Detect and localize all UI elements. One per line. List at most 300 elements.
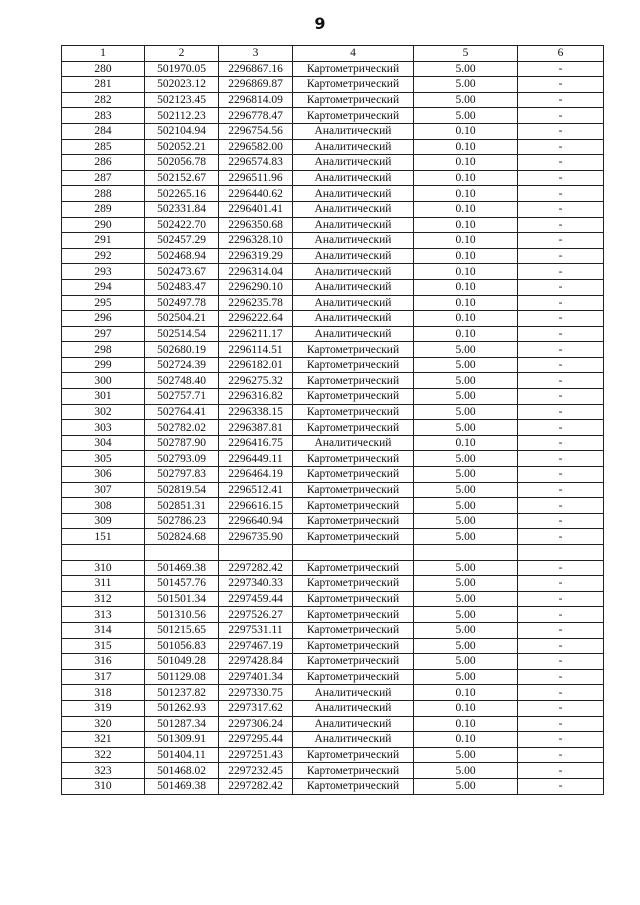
method-cell: Картометрический [293, 357, 414, 373]
x-coordinate-cell: 502514.54 [145, 326, 219, 342]
x-coordinate-cell: 501056.83 [145, 638, 219, 654]
point-number-cell: 315 [62, 638, 145, 654]
table-row [62, 560, 604, 576]
table-row [62, 778, 604, 794]
y-coordinate-cell: 2296211.17 [219, 326, 293, 342]
y-coordinate-cell: 2296416.75 [219, 435, 293, 451]
x-coordinate-cell: 501262.93 [145, 700, 219, 716]
y-coordinate-cell [219, 545, 293, 561]
table-row [62, 654, 604, 670]
y-coordinate-cell: 2296449.11 [219, 451, 293, 467]
x-coordinate-cell: 502819.54 [145, 482, 219, 498]
note-cell: - [518, 61, 604, 77]
table-row [62, 389, 604, 405]
accuracy-cell: 0.10 [414, 264, 518, 280]
note-cell: - [518, 732, 604, 748]
method-cell: Аналитический [293, 732, 414, 748]
point-number-cell: 311 [62, 576, 145, 592]
table-row [62, 607, 604, 623]
x-coordinate-cell: 502748.40 [145, 373, 219, 389]
point-number-cell: 297 [62, 326, 145, 342]
method-cell: Аналитический [293, 170, 414, 186]
point-number-cell: 323 [62, 763, 145, 779]
x-coordinate-cell: 502473.67 [145, 264, 219, 280]
table-row [62, 451, 604, 467]
method-cell: Аналитический [293, 186, 414, 202]
column-header: 1 [62, 46, 145, 62]
method-cell: Картометрический [293, 513, 414, 529]
note-cell: - [518, 201, 604, 217]
note-cell: - [518, 389, 604, 405]
y-coordinate-cell: 2296338.15 [219, 404, 293, 420]
x-coordinate-cell: 502112.23 [145, 108, 219, 124]
table-row [62, 108, 604, 124]
table-row [62, 77, 604, 93]
accuracy-cell: 5.00 [414, 342, 518, 358]
method-cell: Картометрический [293, 747, 414, 763]
x-coordinate-cell: 501970.05 [145, 61, 219, 77]
accuracy-cell: 0.10 [414, 295, 518, 311]
accuracy-cell: 5.00 [414, 357, 518, 373]
y-coordinate-cell: 2296512.41 [219, 482, 293, 498]
method-cell: Аналитический [293, 248, 414, 264]
note-cell: - [518, 170, 604, 186]
coordinates-table [61, 45, 604, 795]
note-cell: - [518, 186, 604, 202]
note-cell: - [518, 77, 604, 93]
note-cell: - [518, 638, 604, 654]
method-cell: Аналитический [293, 155, 414, 171]
x-coordinate-cell: 501237.82 [145, 685, 219, 701]
table-row [62, 357, 604, 373]
y-coordinate-cell: 2296778.47 [219, 108, 293, 124]
x-coordinate-cell: 501215.65 [145, 622, 219, 638]
y-coordinate-cell: 2296290.10 [219, 279, 293, 295]
method-cell: Картометрический [293, 763, 414, 779]
x-coordinate-cell: 502123.45 [145, 92, 219, 108]
note-cell: - [518, 560, 604, 576]
accuracy-cell: 5.00 [414, 404, 518, 420]
note-cell: - [518, 264, 604, 280]
point-number-cell: 283 [62, 108, 145, 124]
note-cell: - [518, 778, 604, 794]
accuracy-cell: 0.10 [414, 700, 518, 716]
table-row [62, 622, 604, 638]
x-coordinate-cell: 501457.76 [145, 576, 219, 592]
note-cell: - [518, 233, 604, 249]
table-row [62, 233, 604, 249]
accuracy-cell: 5.00 [414, 498, 518, 514]
table-row [62, 638, 604, 654]
y-coordinate-cell: 2297295.44 [219, 732, 293, 748]
point-number-cell: 309 [62, 513, 145, 529]
x-coordinate-cell: 501287.34 [145, 716, 219, 732]
y-coordinate-cell: 2297467.19 [219, 638, 293, 654]
point-number-cell: 298 [62, 342, 145, 358]
y-coordinate-cell: 2296182.01 [219, 357, 293, 373]
method-cell: Картометрический [293, 669, 414, 685]
accuracy-cell: 0.10 [414, 732, 518, 748]
point-number-cell: 321 [62, 732, 145, 748]
point-number-cell: 316 [62, 654, 145, 670]
method-cell: Картометрический [293, 342, 414, 358]
method-cell: Картометрический [293, 389, 414, 405]
method-cell: Картометрический [293, 591, 414, 607]
method-cell: Аналитический [293, 233, 414, 249]
x-coordinate-cell: 501469.38 [145, 560, 219, 576]
y-coordinate-cell: 2296316.82 [219, 389, 293, 405]
point-number-cell: 295 [62, 295, 145, 311]
accuracy-cell: 5.00 [414, 420, 518, 436]
x-coordinate-cell: 502824.68 [145, 529, 219, 545]
column-header: 4 [293, 46, 414, 62]
accuracy-cell: 0.10 [414, 435, 518, 451]
point-number-cell: 314 [62, 622, 145, 638]
point-number-cell: 290 [62, 217, 145, 233]
x-coordinate-cell: 501129.08 [145, 669, 219, 685]
table-row [62, 123, 604, 139]
x-coordinate-cell: 502793.09 [145, 451, 219, 467]
note-cell: - [518, 591, 604, 607]
method-cell: Картометрический [293, 404, 414, 420]
note-cell: - [518, 576, 604, 592]
method-cell: Картометрический [293, 576, 414, 592]
accuracy-cell: 5.00 [414, 467, 518, 483]
x-coordinate-cell: 502787.90 [145, 435, 219, 451]
note-cell: - [518, 108, 604, 124]
table-row [62, 498, 604, 514]
accuracy-cell: 5.00 [414, 108, 518, 124]
method-cell: Картометрический [293, 77, 414, 93]
point-number-cell: 288 [62, 186, 145, 202]
y-coordinate-cell: 2296464.19 [219, 467, 293, 483]
accuracy-cell: 5.00 [414, 92, 518, 108]
accuracy-cell: 0.10 [414, 139, 518, 155]
accuracy-cell: 5.00 [414, 529, 518, 545]
y-coordinate-cell: 2297531.11 [219, 622, 293, 638]
note-cell: - [518, 654, 604, 670]
accuracy-cell [414, 545, 518, 561]
x-coordinate-cell: 502056.78 [145, 155, 219, 171]
table-row [62, 529, 604, 545]
y-coordinate-cell: 2296754.56 [219, 123, 293, 139]
table-row [62, 326, 604, 342]
x-coordinate-cell: 502851.31 [145, 498, 219, 514]
x-coordinate-cell: 502757.71 [145, 389, 219, 405]
table-row [62, 264, 604, 280]
method-cell: Аналитический [293, 685, 414, 701]
y-coordinate-cell: 2297282.42 [219, 778, 293, 794]
note-cell: - [518, 420, 604, 436]
x-coordinate-cell: 502468.94 [145, 248, 219, 264]
y-coordinate-cell: 2296735.90 [219, 529, 293, 545]
table-body [62, 61, 604, 794]
table-row [62, 139, 604, 155]
note-cell: - [518, 279, 604, 295]
table-header [62, 46, 604, 62]
table-row [62, 311, 604, 327]
method-cell: Картометрический [293, 108, 414, 124]
accuracy-cell: 0.10 [414, 186, 518, 202]
note-cell: - [518, 311, 604, 327]
table-row [62, 217, 604, 233]
accuracy-cell: 0.10 [414, 326, 518, 342]
y-coordinate-cell: 2296867.16 [219, 61, 293, 77]
accuracy-cell: 5.00 [414, 747, 518, 763]
accuracy-cell: 5.00 [414, 669, 518, 685]
method-cell: Картометрический [293, 498, 414, 514]
table-row [62, 482, 604, 498]
note-cell: - [518, 139, 604, 155]
y-coordinate-cell: 2296275.32 [219, 373, 293, 389]
y-coordinate-cell: 2296387.81 [219, 420, 293, 436]
accuracy-cell: 0.10 [414, 248, 518, 264]
table-row [62, 732, 604, 748]
note-cell: - [518, 513, 604, 529]
method-cell: Картометрический [293, 373, 414, 389]
x-coordinate-cell: 502331.84 [145, 201, 219, 217]
x-coordinate-cell: 501468.02 [145, 763, 219, 779]
column-header: 2 [145, 46, 219, 62]
point-number-cell: 301 [62, 389, 145, 405]
table-row [62, 201, 604, 217]
y-coordinate-cell: 2296640.94 [219, 513, 293, 529]
table-row [62, 435, 604, 451]
x-coordinate-cell: 502265.16 [145, 186, 219, 202]
method-cell: Аналитический [293, 435, 414, 451]
note-cell: - [518, 342, 604, 358]
method-cell: Картометрический [293, 482, 414, 498]
accuracy-cell: 5.00 [414, 513, 518, 529]
note-cell: - [518, 326, 604, 342]
y-coordinate-cell: 2297459.44 [219, 591, 293, 607]
note-cell: - [518, 669, 604, 685]
method-cell: Аналитический [293, 264, 414, 280]
point-number-cell: 299 [62, 357, 145, 373]
x-coordinate-cell: 502483.47 [145, 279, 219, 295]
method-cell: Аналитический [293, 326, 414, 342]
method-cell: Аналитический [293, 716, 414, 732]
y-coordinate-cell: 2296114.51 [219, 342, 293, 358]
point-number-cell: 312 [62, 591, 145, 607]
method-cell: Аналитический [293, 123, 414, 139]
accuracy-cell: 5.00 [414, 778, 518, 794]
accuracy-cell: 5.00 [414, 560, 518, 576]
point-number-cell: 304 [62, 435, 145, 451]
method-cell: Аналитический [293, 311, 414, 327]
point-number-cell: 296 [62, 311, 145, 327]
note-cell: - [518, 716, 604, 732]
x-coordinate-cell: 502052.21 [145, 139, 219, 155]
accuracy-cell: 5.00 [414, 373, 518, 389]
accuracy-cell: 5.00 [414, 638, 518, 654]
method-cell: Картометрический [293, 638, 414, 654]
table-row [62, 763, 604, 779]
method-cell: Картометрический [293, 61, 414, 77]
accuracy-cell: 5.00 [414, 576, 518, 592]
accuracy-cell: 0.10 [414, 155, 518, 171]
y-coordinate-cell: 2297526.27 [219, 607, 293, 623]
point-number-cell: 305 [62, 451, 145, 467]
note-cell: - [518, 373, 604, 389]
page-number: 9 [314, 14, 326, 33]
x-coordinate-cell: 502497.78 [145, 295, 219, 311]
accuracy-cell: 5.00 [414, 654, 518, 670]
y-coordinate-cell: 2296511.96 [219, 170, 293, 186]
point-number-cell: 310 [62, 560, 145, 576]
accuracy-cell: 0.10 [414, 233, 518, 249]
point-number-cell: 286 [62, 155, 145, 171]
table-row [62, 513, 604, 529]
table-row [62, 342, 604, 358]
x-coordinate-cell: 502680.19 [145, 342, 219, 358]
y-coordinate-cell: 2296350.68 [219, 217, 293, 233]
point-number-cell: 307 [62, 482, 145, 498]
note-cell: - [518, 747, 604, 763]
y-coordinate-cell: 2296235.78 [219, 295, 293, 311]
accuracy-cell: 5.00 [414, 61, 518, 77]
y-coordinate-cell: 2297428.84 [219, 654, 293, 670]
y-coordinate-cell: 2296616.15 [219, 498, 293, 514]
note-cell: - [518, 482, 604, 498]
method-cell: Картометрический [293, 560, 414, 576]
note-cell [518, 545, 604, 561]
x-coordinate-cell: 501501.34 [145, 591, 219, 607]
y-coordinate-cell: 2297340.33 [219, 576, 293, 592]
point-number-cell [62, 545, 145, 561]
accuracy-cell: 5.00 [414, 622, 518, 638]
method-cell: Картометрический [293, 451, 414, 467]
table-row [62, 545, 604, 561]
table-row [62, 248, 604, 264]
method-cell: Картометрический [293, 654, 414, 670]
point-number-cell: 292 [62, 248, 145, 264]
table-row [62, 591, 604, 607]
method-cell: Картометрический [293, 607, 414, 623]
y-coordinate-cell: 2297282.42 [219, 560, 293, 576]
table-row [62, 669, 604, 685]
note-cell: - [518, 685, 604, 701]
x-coordinate-cell: 501049.28 [145, 654, 219, 670]
note-cell: - [518, 451, 604, 467]
x-coordinate-cell: 502152.67 [145, 170, 219, 186]
x-coordinate-cell: 502457.29 [145, 233, 219, 249]
x-coordinate-cell: 501309.91 [145, 732, 219, 748]
method-cell: Картометрический [293, 92, 414, 108]
table-row [62, 576, 604, 592]
method-cell: Картометрический [293, 622, 414, 638]
point-number-cell: 151 [62, 529, 145, 545]
note-cell: - [518, 123, 604, 139]
point-number-cell: 317 [62, 669, 145, 685]
y-coordinate-cell: 2296401.41 [219, 201, 293, 217]
point-number-cell: 287 [62, 170, 145, 186]
table-row [62, 279, 604, 295]
table-row [62, 716, 604, 732]
y-coordinate-cell: 2297251.43 [219, 747, 293, 763]
method-cell: Аналитический [293, 217, 414, 233]
note-cell: - [518, 467, 604, 483]
point-number-cell: 320 [62, 716, 145, 732]
accuracy-cell: 0.10 [414, 170, 518, 186]
x-coordinate-cell: 502764.41 [145, 404, 219, 420]
accuracy-cell: 0.10 [414, 123, 518, 139]
point-number-cell: 294 [62, 279, 145, 295]
y-coordinate-cell: 2296869.87 [219, 77, 293, 93]
table-row [62, 404, 604, 420]
point-number-cell: 291 [62, 233, 145, 249]
note-cell: - [518, 435, 604, 451]
note-cell: - [518, 155, 604, 171]
x-coordinate-cell: 502504.21 [145, 311, 219, 327]
point-number-cell: 303 [62, 420, 145, 436]
point-number-cell: 306 [62, 467, 145, 483]
point-number-cell: 280 [62, 61, 145, 77]
method-cell: Картометрический [293, 529, 414, 545]
point-number-cell: 284 [62, 123, 145, 139]
point-number-cell: 302 [62, 404, 145, 420]
y-coordinate-cell: 2297317.62 [219, 700, 293, 716]
y-coordinate-cell: 2297330.75 [219, 685, 293, 701]
y-coordinate-cell: 2296582.00 [219, 139, 293, 155]
x-coordinate-cell: 502782.02 [145, 420, 219, 436]
point-number-cell: 308 [62, 498, 145, 514]
accuracy-cell: 5.00 [414, 389, 518, 405]
point-number-cell: 285 [62, 139, 145, 155]
method-cell: Аналитический [293, 139, 414, 155]
accuracy-cell: 5.00 [414, 482, 518, 498]
x-coordinate-cell: 502104.94 [145, 123, 219, 139]
y-coordinate-cell: 2296314.04 [219, 264, 293, 280]
table-row [62, 155, 604, 171]
point-number-cell: 282 [62, 92, 145, 108]
table-row [62, 747, 604, 763]
note-cell: - [518, 498, 604, 514]
table-row [62, 700, 604, 716]
accuracy-cell: 0.10 [414, 311, 518, 327]
method-cell: Картометрический [293, 467, 414, 483]
x-coordinate-cell: 502724.39 [145, 357, 219, 373]
point-number-cell: 293 [62, 264, 145, 280]
accuracy-cell: 0.10 [414, 201, 518, 217]
y-coordinate-cell: 2296574.83 [219, 155, 293, 171]
accuracy-cell: 0.10 [414, 279, 518, 295]
table-row [62, 685, 604, 701]
point-number-cell: 281 [62, 77, 145, 93]
y-coordinate-cell: 2296319.29 [219, 248, 293, 264]
x-coordinate-cell: 502797.83 [145, 467, 219, 483]
y-coordinate-cell: 2297232.45 [219, 763, 293, 779]
point-number-cell: 289 [62, 201, 145, 217]
column-header: 3 [219, 46, 293, 62]
note-cell: - [518, 700, 604, 716]
point-number-cell: 322 [62, 747, 145, 763]
table-row [62, 373, 604, 389]
x-coordinate-cell: 502422.70 [145, 217, 219, 233]
y-coordinate-cell: 2297306.24 [219, 716, 293, 732]
method-cell: Аналитический [293, 201, 414, 217]
table-row [62, 467, 604, 483]
accuracy-cell: 5.00 [414, 451, 518, 467]
method-cell: Картометрический [293, 420, 414, 436]
column-header: 6 [518, 46, 604, 62]
x-coordinate-cell: 501469.38 [145, 778, 219, 794]
point-number-cell: 310 [62, 778, 145, 794]
accuracy-cell: 5.00 [414, 591, 518, 607]
method-cell: Картометрический [293, 778, 414, 794]
note-cell: - [518, 92, 604, 108]
method-cell: Аналитический [293, 700, 414, 716]
